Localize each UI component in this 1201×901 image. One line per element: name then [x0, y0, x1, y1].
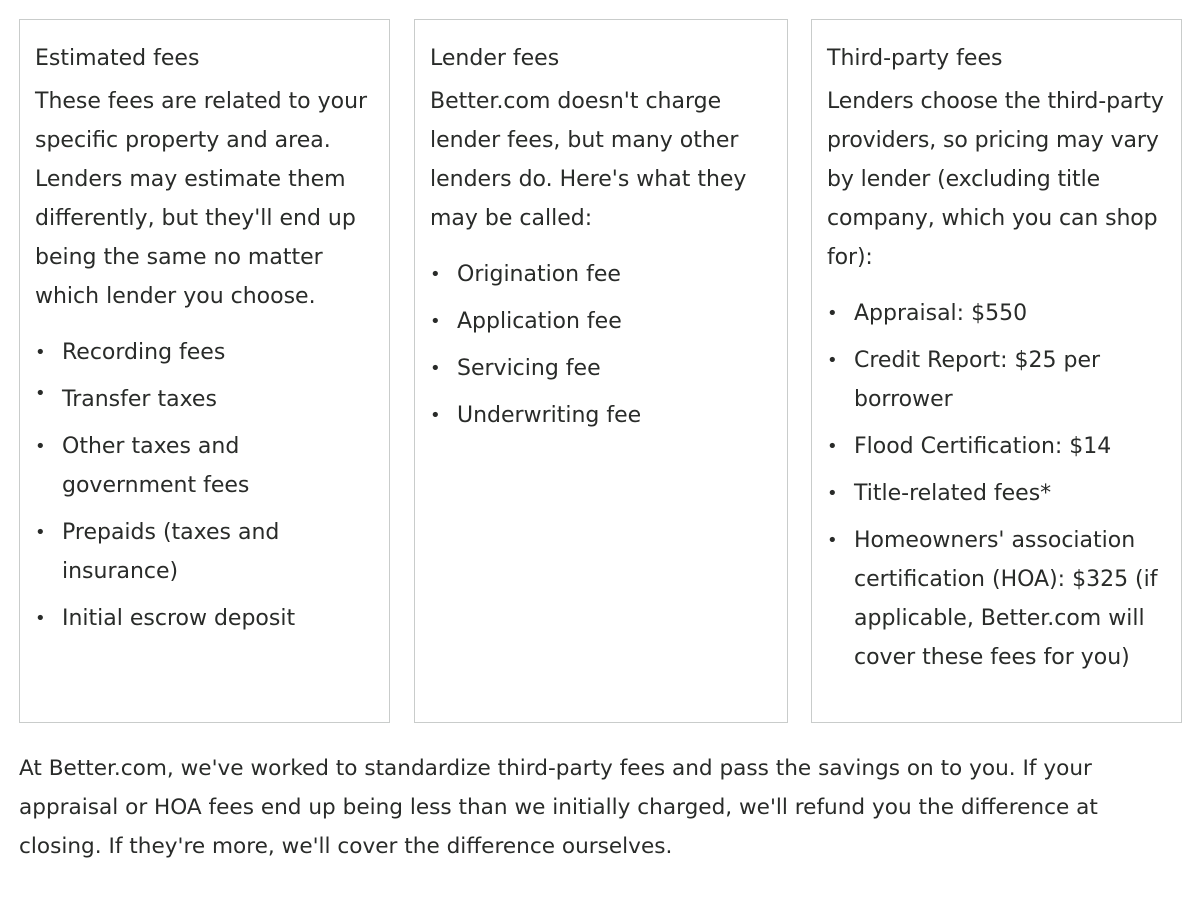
- bullet-icon: •: [430, 405, 441, 426]
- list-item-label: Application fee: [457, 309, 622, 334]
- list-item-label: Recording fees: [62, 340, 226, 365]
- fee-list: [827, 294, 1166, 677]
- list-item-label: Homeowners' association certification (HOA): $325 (if applicable, Better.com will cover these fees for you): [854, 528, 1158, 670]
- list-item: [35, 513, 374, 591]
- list-item: [430, 255, 772, 294]
- card-description: Lenders choose the third-party providers, so pricing may vary by lender (excluding title company, which you can shop for):: [827, 89, 1164, 270]
- card-title: Estimated fees: [35, 46, 200, 71]
- bullet-icon: •: [827, 350, 838, 371]
- bullet-icon: •: [430, 358, 441, 379]
- fee-list: [35, 333, 374, 638]
- lender-fees-card: [414, 19, 788, 723]
- list-item-label: Prepaids (taxes and insurance): [62, 520, 280, 584]
- bullet-icon: •: [35, 383, 46, 404]
- list-item: [35, 380, 374, 419]
- bullet-icon: •: [430, 264, 441, 285]
- list-item-label: Origination fee: [457, 262, 621, 287]
- list-item: [35, 599, 374, 638]
- list-item: [430, 302, 772, 341]
- list-item-label: Transfer taxes: [62, 387, 217, 412]
- bullet-icon: •: [35, 342, 46, 363]
- list-item: [827, 427, 1166, 466]
- bullet-icon: •: [827, 483, 838, 504]
- list-item-label: Initial escrow deposit: [62, 606, 296, 631]
- bullet-icon: •: [827, 303, 838, 324]
- card-description: These fees are related to your specific property and area. Lenders may estimate them differently, but they'll end up being the same no matter which lender you choose.: [35, 89, 368, 309]
- estimated-fees-card: [19, 19, 390, 723]
- card-title: Lender fees: [430, 46, 560, 71]
- bullet-icon: •: [35, 522, 46, 543]
- bullet-icon: •: [827, 530, 838, 551]
- list-item: [827, 521, 1166, 677]
- list-item-label: Other taxes and government fees: [62, 434, 250, 498]
- fee-cards: [19, 19, 1182, 723]
- list-item: [827, 341, 1166, 419]
- list-item: [430, 396, 772, 435]
- fee-list: [430, 255, 772, 435]
- bullet-icon: •: [430, 311, 441, 332]
- savings-note: At Better.com, we've worked to standardize third-party fees and pass the savings on to you. If your appraisal or HOA fees end up being less than we initially charged, we'll refund you the difference at closing. If they're more, we'll cover the difference ourselves.: [19, 756, 1098, 859]
- list-item-label: Appraisal: $550: [854, 301, 1028, 326]
- list-item-label: Flood Certification: $14: [854, 434, 1112, 459]
- bullet-icon: •: [35, 608, 46, 629]
- card-description: Better.com doesn't charge lender fees, but many other lenders do. Here's what they may be called:: [430, 89, 747, 231]
- bullet-icon: •: [35, 436, 46, 457]
- list-item: [430, 349, 772, 388]
- list-item-label: Servicing fee: [457, 356, 601, 381]
- bullet-icon: •: [827, 436, 838, 457]
- list-item: [827, 294, 1166, 333]
- list-item-label: Title-related fees*: [854, 481, 1052, 506]
- list-item-label: Credit Report: $25 per borrower: [854, 348, 1101, 412]
- list-item-label: Underwriting fee: [457, 403, 642, 428]
- list-item: [827, 474, 1166, 513]
- list-item: [35, 427, 374, 505]
- card-title: Third-party fees: [827, 46, 1003, 71]
- third-party-fees-card: [811, 19, 1182, 723]
- list-item: [35, 333, 374, 372]
